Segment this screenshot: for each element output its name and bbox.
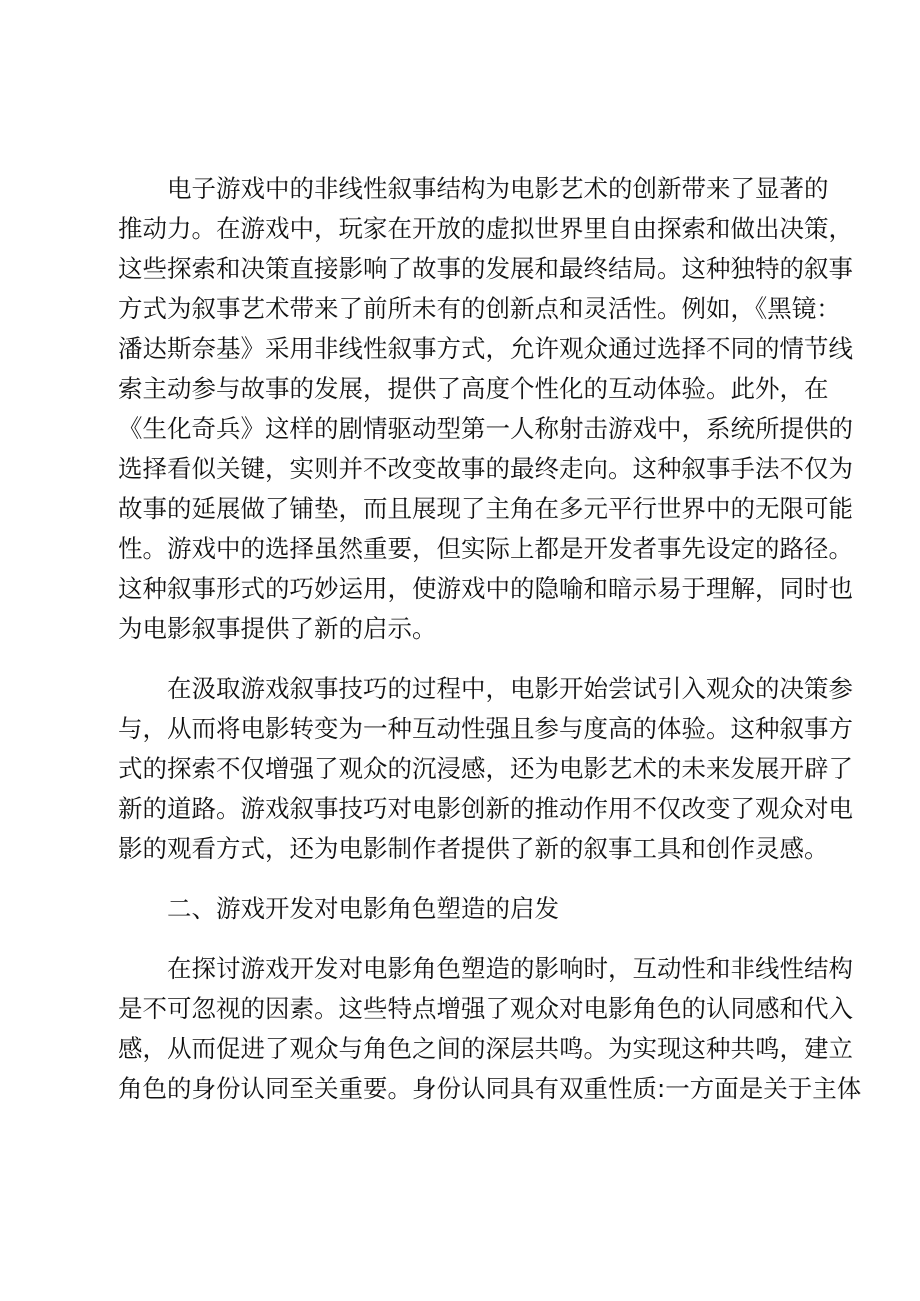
paragraph-3-line: 角色的身份认同至关重要。身份认同具有双重性质:一方面是关于主体 (118, 1074, 862, 1103)
paragraph-1-line: 这些探索和决策直接影响了故事的发展和最终结局。这种独特的叙事 (118, 254, 853, 283)
paragraph-1-line: 故事的延展做了铺垫，而且展现了主角在多元平行世界中的无限可能 (118, 494, 853, 523)
paragraph-3-line: 感，从而促进了观众与角色之间的深层共鸣。为实现这种共鸣，建立 (118, 1034, 853, 1063)
paragraph-1-line: 潘达斯奈基》采用非线性叙事方式，允许观众通过选择不同的情节线 (118, 334, 853, 363)
paragraph-2-line: 在汲取游戏叙事技巧的过程中，电影开始尝试引入观众的决策参 (167, 674, 853, 703)
paragraph-2-line: 影的观看方式，还为电影制作者提供了新的叙事工具和创作灵感。 (118, 834, 829, 863)
paragraph-1-line: 性。游戏中的选择虽然重要，但实际上都是开发者事先设定的路径。 (118, 534, 853, 563)
paragraph-2-line: 与，从而将电影转变为一种互动性强且参与度高的体验。这种叙事方 (118, 714, 853, 743)
paragraph-1-line: 推动力。在游戏中，玩家在开放的虚拟世界里自由探索和做出决策， (118, 214, 853, 243)
paragraph-2-line: 式的探索不仅增强了观众的沉浸感，还为电影艺术的未来发展开辟了 (118, 754, 853, 783)
paragraph-1-line: 《生化奇兵》这样的剧情驱动型第一人称射击游戏中，系统所提供的 (118, 414, 853, 443)
paragraph-1-line: 为电影叙事提供了新的启示。 (118, 614, 437, 643)
paragraph-1-line: 电子游戏中的非线性叙事结构为电影艺术的创新带来了显著的 (167, 174, 829, 203)
paragraph-2-line: 新的道路。游戏叙事技巧对电影创新的推动作用不仅改变了观众对电 (118, 794, 853, 823)
paragraph-1-line: 方式为叙事艺术带来了前所未有的创新点和灵活性。例如，《黑镜： (118, 294, 841, 323)
paragraph-1-line: 选择看似关键，实则并不改变故事的最终走向。这种叙事手法不仅为 (118, 454, 853, 483)
paragraph-3-line: 在探讨游戏开发对电影角色塑造的影响时，互动性和非线性结构 (167, 954, 853, 983)
paragraph-3-line: 是不可忽视的因素。这些特点增强了观众对电影角色的认同感和代入 (118, 994, 853, 1023)
paragraph-1-line: 索主动参与故事的发展，提供了高度个性化的互动体验。此外，在 (118, 374, 829, 403)
paragraph-1-line: 这种叙事形式的巧妙运用，使游戏中的隐喻和暗示易于理解，同时也 (118, 574, 853, 603)
section-heading: 二、游戏开发对电影角色塑造的启发 (167, 894, 559, 923)
